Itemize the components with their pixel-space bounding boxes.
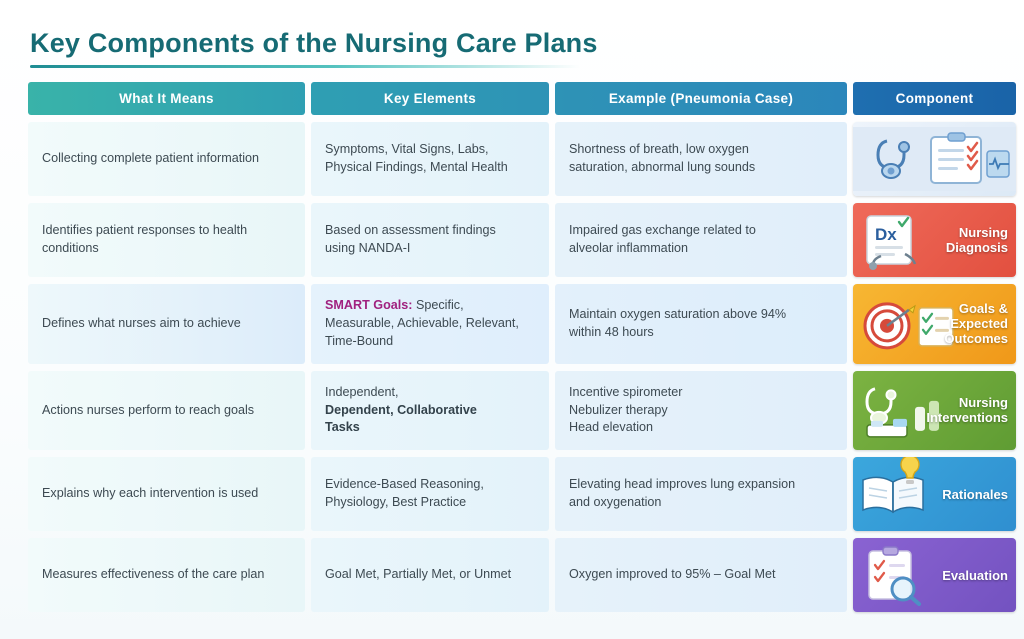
component-label: Nursing Diagnosis <box>945 224 1008 255</box>
text-line <box>325 297 535 315</box>
text-line: Defines what nurses aim to achieve <box>42 315 241 330</box>
text-line: Independent, <box>325 384 399 399</box>
component-tile-rationales <box>853 457 1016 531</box>
cell-what-it-means <box>28 203 305 277</box>
column-header-component: Component <box>853 82 1016 115</box>
text-line: Collecting complete patient information <box>42 151 260 166</box>
text-line: Physical Findings, Mental Health <box>325 160 508 174</box>
stethoscope-clipboard-icon <box>853 122 1016 196</box>
text-line: Actions nurses perform to reach goals <box>42 402 255 417</box>
text-line: Oxygen improved to 95% – Goal Met <box>569 567 776 582</box>
svg-text:Dx: Dx <box>875 225 897 244</box>
text-line: Measurable, Achievable, Relevant, <box>325 315 519 330</box>
text-line: Dependent, Collaborative <box>325 402 477 417</box>
component-tile-assessment <box>853 122 1016 196</box>
smart-goals-label: SMART Goals: <box>325 298 413 312</box>
table-row <box>28 203 1008 277</box>
component-tile-nursing-interventions <box>853 371 1016 451</box>
text-line: Symptoms, Vital Signs, Labs, <box>325 142 489 157</box>
cell-key-elements <box>311 457 549 531</box>
column-header-what-it-means: What It Means <box>28 82 305 115</box>
text-line: Tasks <box>325 420 360 435</box>
care-plan-table <box>28 82 1008 612</box>
cell-key-elements <box>311 122 549 196</box>
table-row <box>28 284 1008 364</box>
cell-key-elements <box>311 203 549 277</box>
cell-what-it-means <box>28 538 305 612</box>
table-row <box>28 371 1008 451</box>
text-line: Evidence-Based Reasoning, <box>325 477 484 492</box>
title-underline <box>30 65 580 68</box>
text-line: and oxygenation <box>569 495 662 510</box>
text-line: Measures effectiveness of the care plan <box>42 567 265 582</box>
cell-example <box>555 371 847 451</box>
text-line: Identifies patient responses to health <box>42 223 248 238</box>
text-line: Explains why each intervention is used <box>42 486 259 501</box>
text-line: Goal Met, Partially Met, or Unmet <box>325 567 512 582</box>
table-row <box>28 538 1008 612</box>
component-tile-evaluation <box>853 538 1016 612</box>
text-line: within 48 hours <box>569 324 654 339</box>
cell-key-elements <box>311 538 549 612</box>
text-line: conditions <box>42 241 99 255</box>
text-line: Physiology, Best Practice <box>325 495 467 510</box>
table-row <box>28 122 998 196</box>
text-line: Head elevation <box>569 420 654 435</box>
text-line: Incentive spirometer <box>569 384 683 399</box>
component-tile-goals-expected-outcomes <box>853 284 1016 364</box>
cell-example <box>555 122 847 196</box>
text-line: using NANDA-I <box>325 241 411 255</box>
text-line: Maintain oxygen saturation above 94% <box>569 306 787 321</box>
cell-key-elements <box>311 284 549 364</box>
cell-key-elements <box>311 371 549 451</box>
text-line: Elevating head improves lung expansion <box>569 477 796 492</box>
cell-what-it-means <box>28 284 305 364</box>
text-line: saturation, abnormal lung sounds <box>569 160 756 174</box>
text-line: Based on assessment findings <box>325 223 496 238</box>
text-line: Shortness of breath, low oxygen <box>569 142 749 157</box>
text-line: Nebulizer therapy <box>569 402 668 417</box>
cell-what-it-means <box>28 122 305 196</box>
component-label: Evaluation <box>942 567 1008 583</box>
cell-what-it-means <box>28 371 305 451</box>
cell-example <box>555 203 847 277</box>
cell-example <box>555 538 847 612</box>
cell-example <box>555 457 847 531</box>
table-row <box>28 457 1008 531</box>
column-header-example: Example (Pneumonia Case) <box>555 82 847 115</box>
column-header-key-elements: Key Elements <box>311 82 549 115</box>
component-label: Rationales <box>942 486 1008 502</box>
text-line: Impaired gas exchange related to <box>569 223 756 238</box>
component-label: Goals & Expected Outcomes <box>944 300 1008 347</box>
text-line: Time-Bound <box>325 333 394 348</box>
component-tile-nursing-diagnosis <box>853 203 1016 277</box>
cell-example <box>555 284 847 364</box>
cell-what-it-means <box>28 457 305 531</box>
text-fragment: Specific, <box>412 298 464 312</box>
page-title: Key Components of the Nursing Care Plans <box>30 28 598 58</box>
component-label: Nursing Interventions <box>926 395 1008 426</box>
text-line: alveolar inflammation <box>569 241 688 255</box>
table-header-row <box>28 82 998 115</box>
